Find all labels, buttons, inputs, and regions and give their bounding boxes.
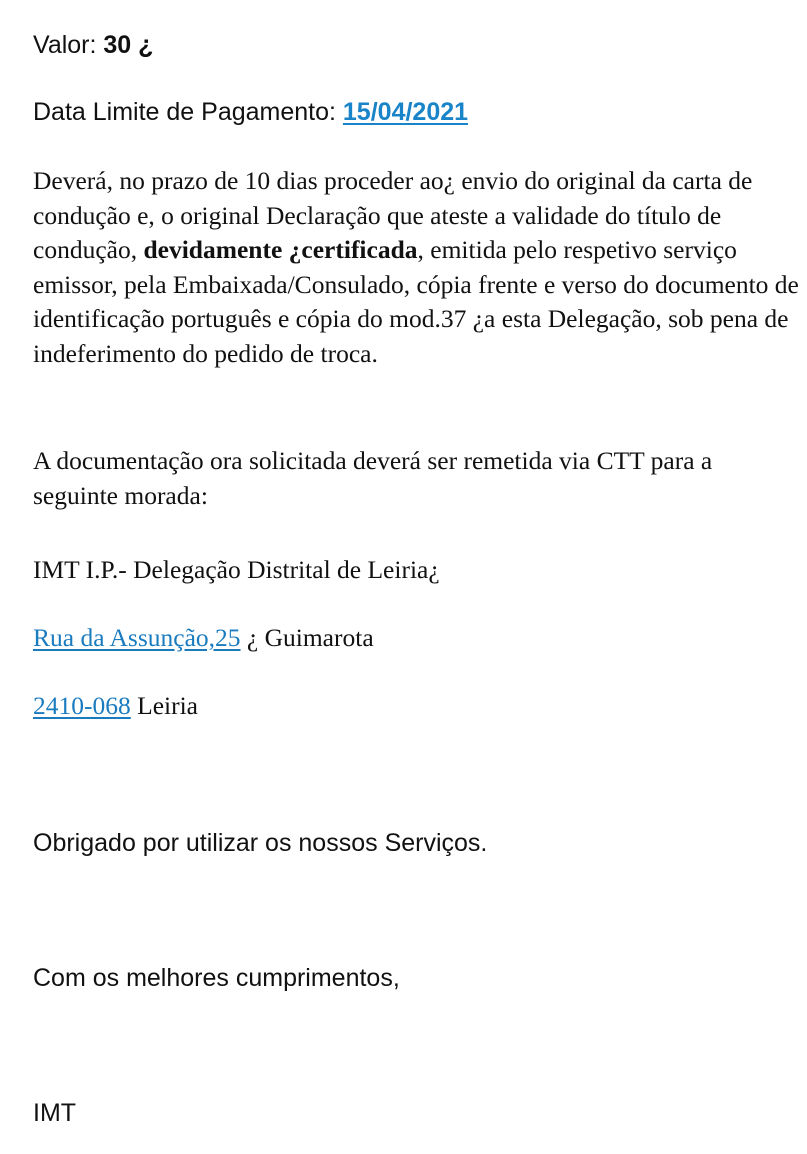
cumprimentos-line: Com os melhores cumprimentos, (33, 964, 400, 992)
valor-line (33, 29, 153, 61)
valor-amount: 30 ¿ (103, 31, 154, 59)
morada-codigo-line (33, 689, 198, 724)
morada-linha1: IMT I.P.- Delegação Distrital de Leiria¿ (33, 555, 440, 584)
assinatura-line: IMT (33, 1099, 77, 1127)
data-limite-date-link[interactable]: 15/04/2021 (342, 98, 469, 126)
morada-rua-rest: ¿ Guimarota (240, 623, 374, 652)
instrucoes-part2: , emitida pelo respetivo serviço emissor, pela Embaixada/Consulado, cópia frente e verso do documento de identificação português e cópia do mod.37 ¿a esta Delegação, sob pena de indeferimento do pedido de troca. (33, 235, 799, 368)
morada-rua-link[interactable]: Rua da Assunção,25 (33, 623, 241, 652)
data-limite-line (33, 96, 468, 128)
morada-localidade: Leiria (130, 691, 198, 720)
agradecimento-line: Obrigado por utilizar os nossos Serviços. (33, 829, 488, 857)
morada-codigo-link[interactable]: 2410-068 (33, 691, 131, 720)
instrucoes-part1: Deverá, no prazo de 10 dias proceder ao¿ envio do original da carta de condução e, o original Declaração que ateste a validade do título de condução, (33, 166, 753, 264)
documentacao-paragraph: A documentação ora solicitada deverá ser remetida via CTT para a seguinte morada: (33, 446, 713, 510)
valor-label: Valor: (33, 31, 104, 59)
morada-rua-line (33, 621, 374, 656)
instrucoes-bold: devidamente ¿certificada (143, 235, 418, 264)
instrucoes-paragraph (33, 164, 803, 371)
data-limite-label: Data Limite de Pagamento: (33, 98, 343, 126)
